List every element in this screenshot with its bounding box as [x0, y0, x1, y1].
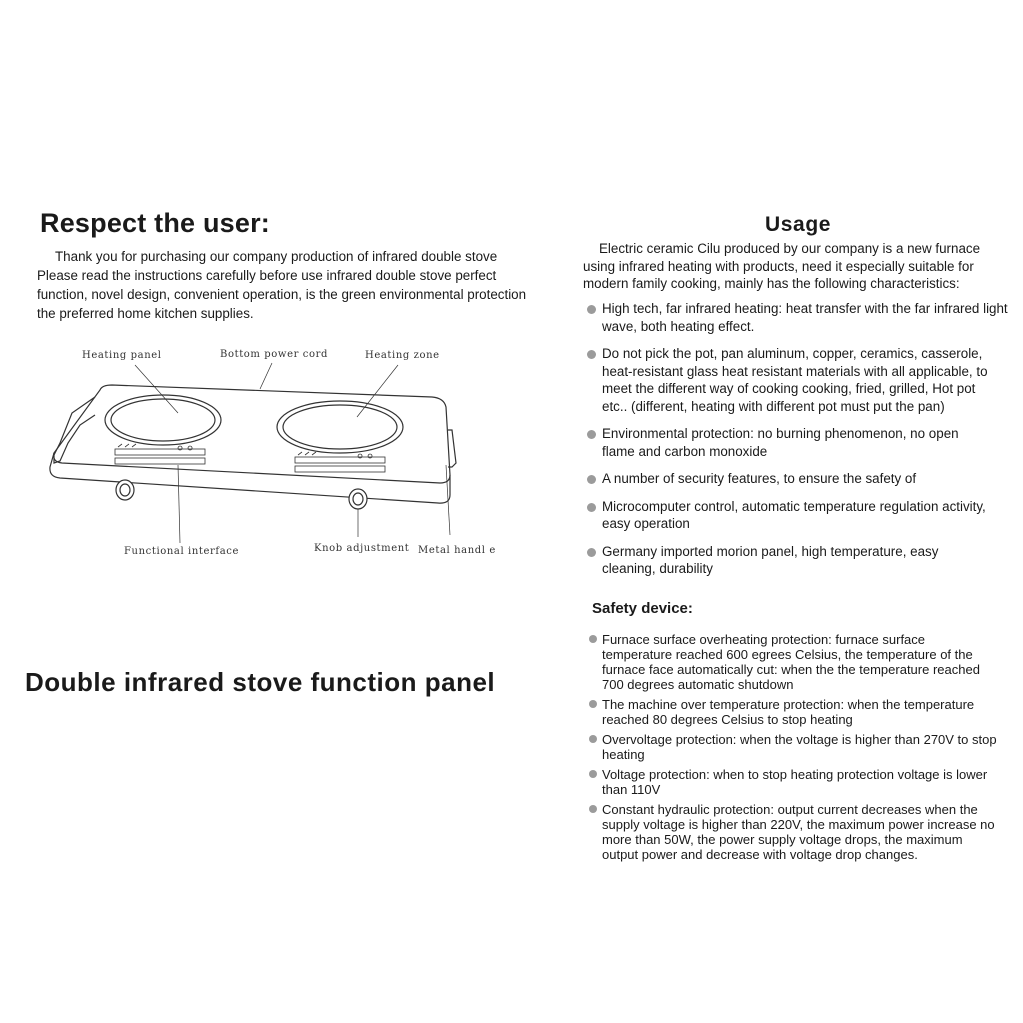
safety-list: [588, 632, 1018, 867]
safety-item: Overvoltage protection: when the voltage is higher than 270V to stop heating: [588, 732, 1012, 762]
label-heating-zone: Heating zone: [365, 350, 440, 361]
stove-illustration: [50, 363, 456, 543]
usage-item: Microcomputer control, automatic temperature regulation activity, easy operation: [586, 498, 1016, 533]
usage-intro-line-1: Electric ceramic Cilu produced by our company is a new furnace: [599, 241, 981, 256]
usage-intro-line-2: using infrared heating with products, need it especially suitable for: [583, 258, 974, 274]
safety-title: Safety device:: [592, 600, 693, 617]
label-heating-panel: Heating panel: [82, 350, 162, 361]
safety-item: Voltage protection: when to stop heating protection voltage is lower than 110V: [588, 767, 1002, 797]
safety-item: The machine over temperature protection: when the temperature reached 80 degrees Celsius to stop heating: [588, 697, 1018, 727]
safety-item: Constant hydraulic protection: output current decreases when the supply voltage is higher than 220V, the maximum power increase no more than 50W, the power supply voltage drops, the maximum output power and decrease with voltage drop changes.: [588, 802, 1002, 862]
usage-list: [586, 300, 1016, 588]
usage-item: Environmental protection: no burning phenomenon, no open flame and carbon monoxide: [586, 425, 992, 460]
stove-diagram: [40, 335, 510, 565]
respect-line-4: the preferred home kitchen supplies.: [37, 306, 254, 321]
respect-title: Respect the user:: [40, 208, 270, 238]
label-knob-adjustment: Knob adjustment: [314, 543, 410, 554]
panel-title: Double infrared stove function panel: [25, 667, 496, 697]
respect-line-2: Please read the instructions carefully before use infrared double stove perfect: [37, 268, 497, 283]
usage-title: Usage: [765, 213, 832, 236]
label-functional-interface: Functional interface: [124, 546, 239, 557]
respect-intro: [37, 247, 557, 323]
usage-item: A number of security features, to ensure the safety of: [586, 470, 1016, 488]
usage-item: High tech, far infrared heating: heat transfer with the far infrared light wave, both heating effect.: [586, 300, 1016, 335]
safety-item: Furnace surface overheating protection: furnace surface temperature reached 600 egrees Celsius, the temperature of the furnace face automatically cut: when the the temperature reached 700 degrees automatic shutdown: [588, 632, 992, 692]
respect-line-3: function, novel design, convenient operation, is the green environmental protection: [37, 287, 527, 302]
usage-item: Germany imported morion panel, high temperature, easy cleaning, durability: [586, 543, 972, 578]
usage-intro-line-3: modern family cooking, mainly has the following characteristics:: [583, 276, 960, 291]
label-bottom-power-cord: Bottom power cord: [220, 349, 328, 360]
respect-line-1: Thank you for purchasing our company production of infrared double stove: [55, 249, 498, 264]
label-metal-handle: Metal handl e: [418, 545, 496, 556]
usage-intro: [583, 240, 1013, 293]
usage-item: Do not pick the pot, pan aluminum, copper, ceramics, casserole, heat-resistant glass heat resistant materials with all applicable, to meet the different way of cooking cooking, fried, grilled, Hot pot etc.. (different, heating with different pot must put the pan): [586, 345, 994, 415]
